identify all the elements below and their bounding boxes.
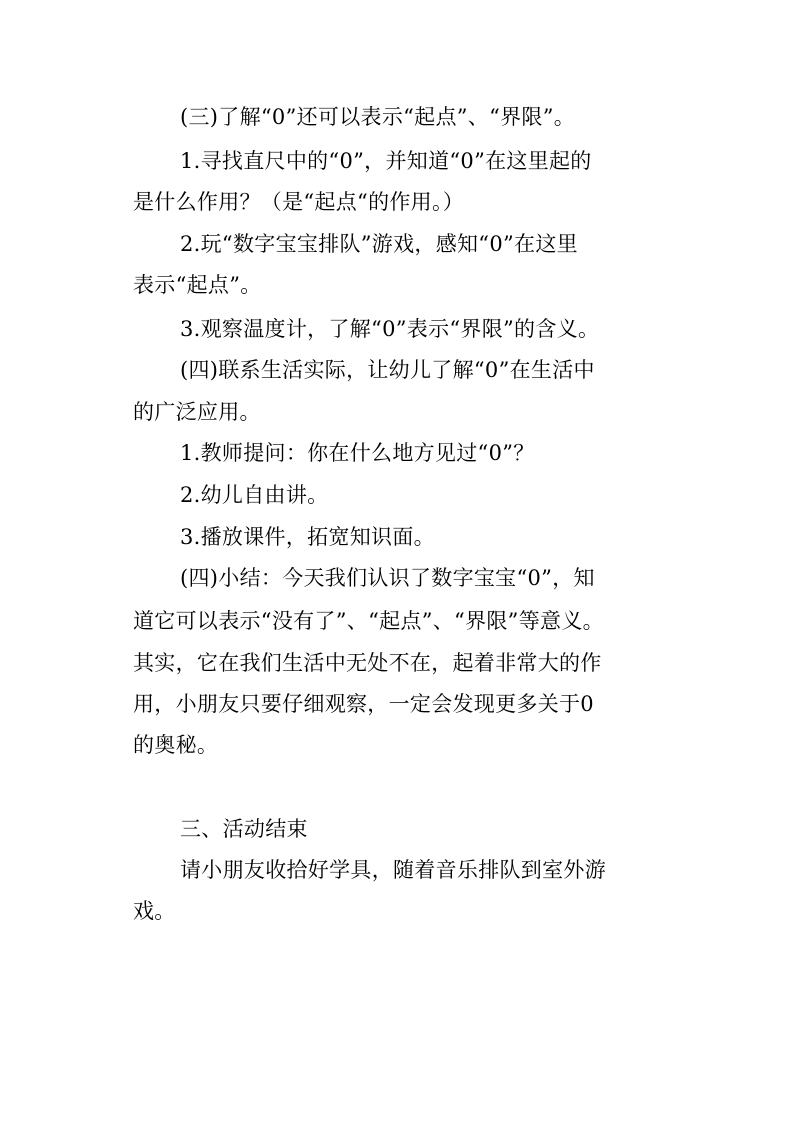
paragraph-line: 3.播放课件，拓宽知识面。	[180, 525, 435, 549]
paragraph-line: 的奥秘。	[133, 733, 219, 757]
paragraph-line: 是什么作用？（是“起点“的作用。）	[133, 190, 465, 214]
paragraph-line: 道它可以表示“没有了”、“起点”、“界限”等意义。	[133, 609, 604, 633]
paragraph-line: 用，小朋友只要仔细观察，一定会发现更多关于0	[133, 692, 594, 716]
section-heading-life-application: (四)联系生活实际，让幼儿了解“0”在生活中	[180, 358, 595, 382]
section-heading-activity-end: 三、活动结束	[180, 817, 308, 841]
paragraph-line: 戏。	[133, 899, 176, 923]
paragraph-line: 请小朋友收拾好学具，随着音乐排队到室外游	[180, 858, 606, 882]
paragraph-line: 3.观察温度计，了解“0”表示“界限”的含义。	[180, 317, 600, 341]
section-heading-zero-start-boundary: (三)了解“0”还可以表示“起点”、“界限”。	[180, 105, 576, 129]
paragraph-line: 1.教师提问：你在什么地方见过“0”？	[180, 441, 535, 465]
section-heading-summary: (四)小结：今天我们认识了数字宝宝“0”，知	[180, 566, 595, 590]
paragraph-line: 表示“起点”。	[133, 273, 262, 297]
paragraph-line: 的广泛应用。	[133, 400, 261, 424]
paragraph-line: 2.幼儿自由讲。	[180, 483, 329, 507]
paragraph-line: 其实，它在我们生活中无处不在，起着非常大的作	[133, 651, 602, 675]
paragraph-line: 2.玩“数字宝宝排队”游戏，感知“0”在这里	[180, 232, 578, 256]
paragraph-line: 1.寻找直尺中的“0”，并知道“0”在这里起的	[180, 149, 592, 173]
